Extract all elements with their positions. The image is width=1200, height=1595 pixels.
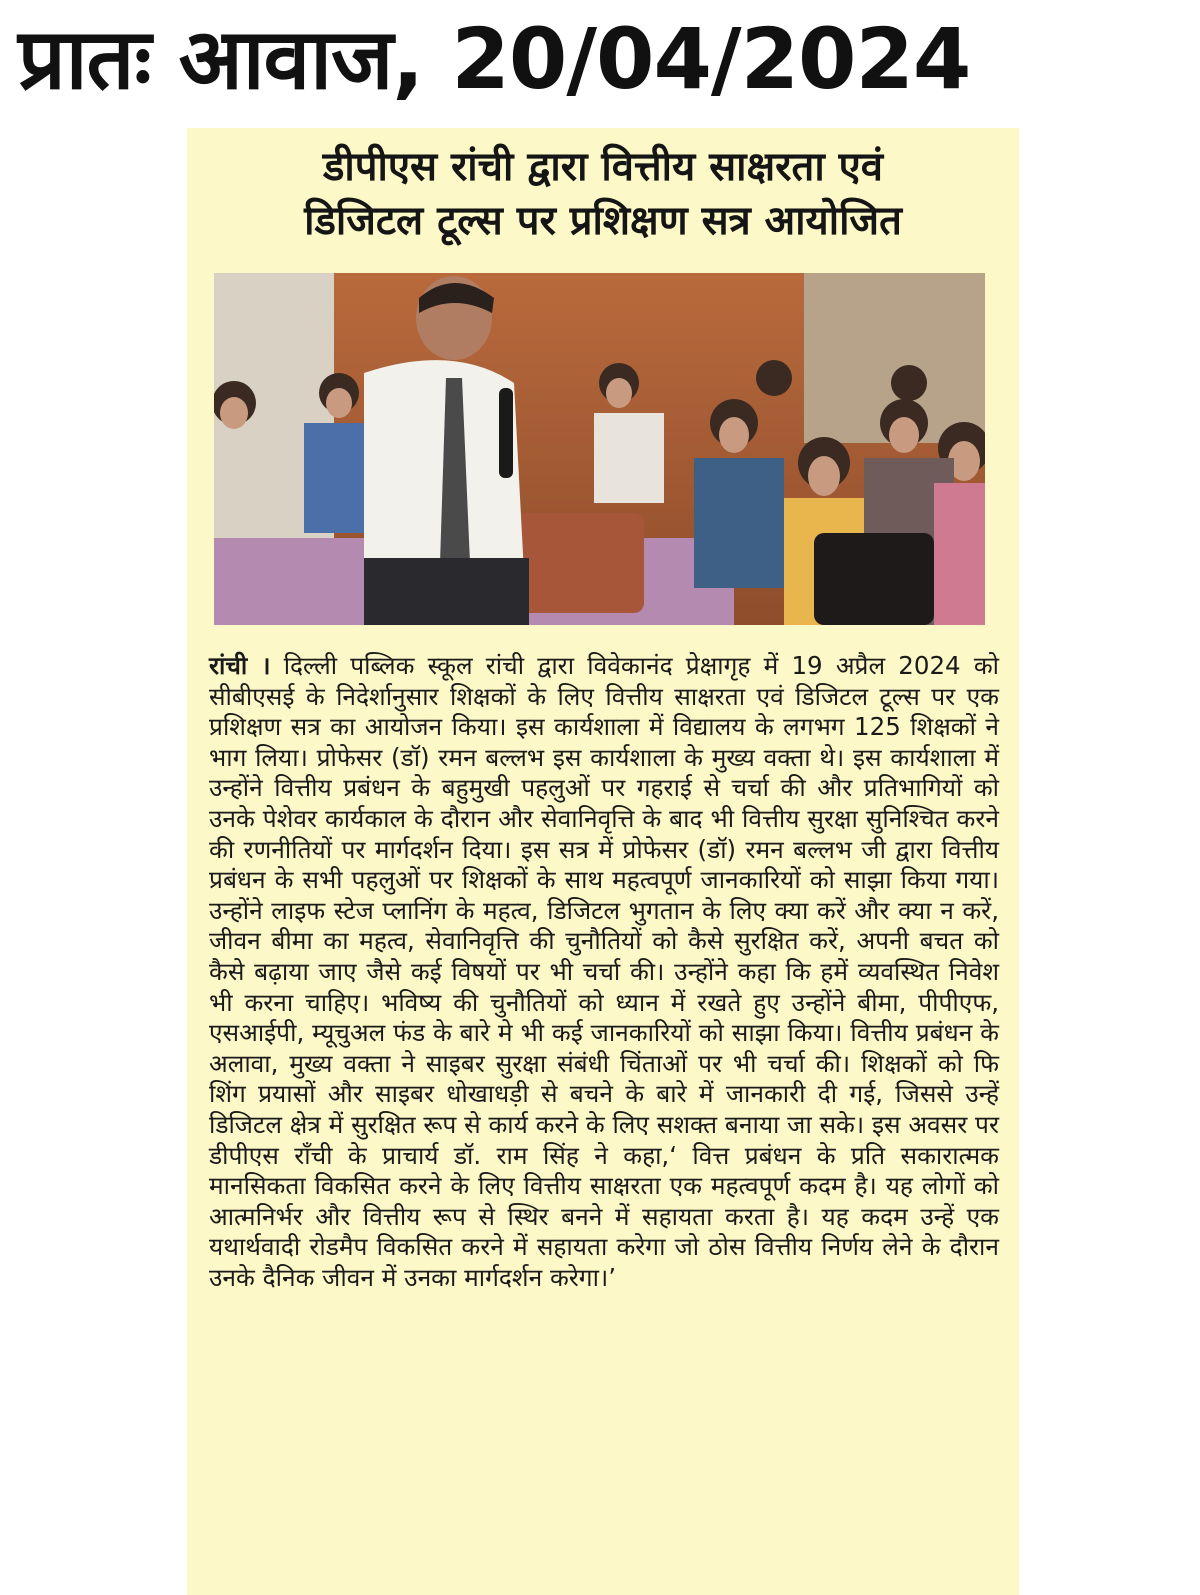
article-dateline: रांची । <box>209 651 271 680</box>
headline-line-1: डीपीएस रांची द्वारा वित्तीय साक्षरता एवं <box>323 144 883 190</box>
news-clipping <box>187 128 1019 1595</box>
article-text: दिल्ली पब्लिक स्कूल रांची द्वारा विवेकानंद प्रेक्षागृह में 19 अप्रैल 2024 को सीबीएसई के निदेर्शानुसार शिक्षकों के लिए वित्तीय साक्षरता एवं डिजिटल टूल्स पर एक प्रशिक्षण सत्र का आयोजन किया। इस कार्यशाला में विद्यालय के लगभग 125 शिक्षकों ने भाग लिया। प्रोफेसर (डॉ) रमन बल्लभ इस कार्यशाला के मुख्य वक्ता थे। इस कार्यशाला में उन्होंने वित्तीय प्रबंधन के बहुमुखी पहलुओं पर गहराई से चर्चा की और प्रतिभागियों को उनके पेशेवर कार्यकाल के दौरान और सेवानिवृत्ति के बाद भी वित्तीय सुरक्षा सुनिश्चित करने की रणनीतियों पर मार्गदर्शन दिया। इस सत्र में प्रोफेसर (डॉ) रमन बल्लभ जी द्वारा वित्तीय प्रबंधन के सभी पहलुओं पर शिक्षकों के साथ महत्वपूर्ण जानकारियों को साझा किया गया। उन्होंने लाइफ स्टेज प्लानिंग के महत्व, डिजिटल भुगतान के लिए क्या करें और क्या न करें, जीवन बीमा का महत्व, सेवानिवृत्ति की चुनौतियों को कैसे सुरक्षित करें, अपनी बचत को कैसे बढ़ाया जाए जैसे कई विषयों पर भी चर्चा की। उन्होंने कहा कि हमें व्यवस्थित निवेश भी करना चाहिए। भविष्य की चुनौतियों को ध्यान में रखते हुए उन्होंने बीमा, पीपीएफ, एसआईपी, म्यूचुअल फंड के बारे मे भी कई जानकारियों को साझा किया। वित्तीय प्रबंधन के अलावा, मुख्य वक्ता ने साइबर सुरक्षा संबंधी चिंताओं पर भी चर्चा की। शिक्षकों को फि शिंग प्रयासों और साइबर धोखाधड़ी से बचने के बारे में जानकारी दी गई, जिससे उन्हें डिजिटल क्षेत्र में सुरक्षित रूप से कार्य करने के लिए सशक्त बनाया जा सके। इस अवसर पर डीपीएस राँची के प्राचार्य डॉ. राम सिंह ने कहा,‘ वित्त प्रबंधन के प्रति सकारात्मक मानसिकता विकसित करने के लिए वित्तीय साक्षरता एक महत्वपूर्ण कदम है। यह लोगों को आत्मनिर्भर और वित्तीय रूप से स्थिर बनने में सहायता करता है। यह कदम उन्हें एक यथार्थवादी रोडमैप विकसित करने में सहायता करेगा जो ठोस वित्तीय निर्णय लेने के दौरान उनके दैनिक जीवन में उनका मार्गदर्शन करेगा।’ <box>209 651 999 1292</box>
newspaper-masthead: प्रातः आवाज, 20/04/2024 <box>18 10 971 108</box>
headline-line-2: डिजिटल टूल्स पर प्रशिक्षण सत्र आयोजित <box>304 198 902 244</box>
news-photo-icon <box>214 273 985 625</box>
article-headline <box>187 140 1019 248</box>
news-photo <box>214 273 985 625</box>
article-body <box>209 651 999 1293</box>
